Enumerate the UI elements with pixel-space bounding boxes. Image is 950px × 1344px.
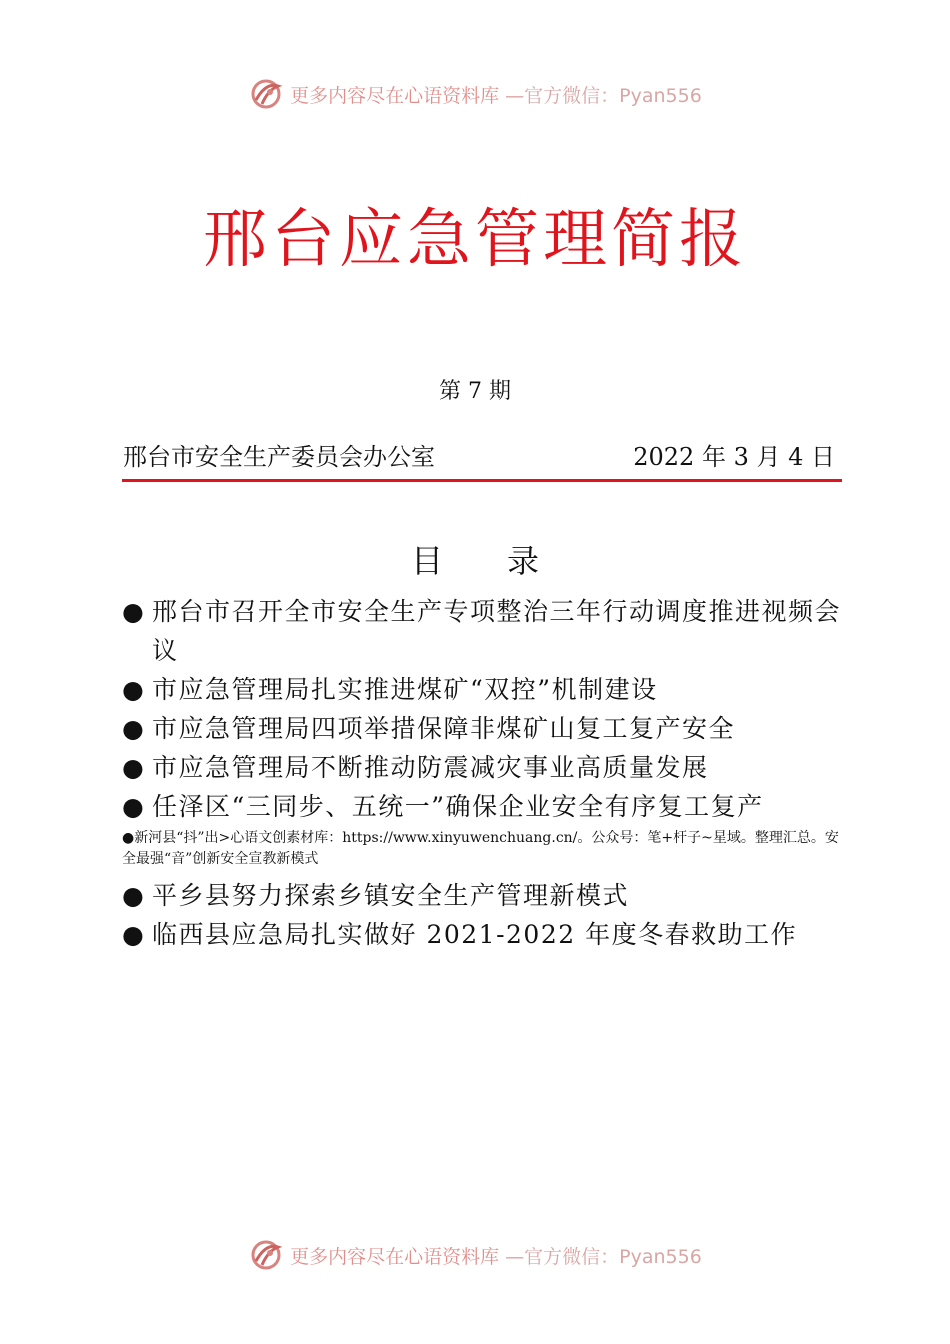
issue-date: 2022 年 3 月 4 日 <box>633 443 835 471</box>
bullet-icon: ● <box>122 753 144 782</box>
toc-item[interactable] <box>122 592 852 670</box>
watermark-text: 更多内容尽在心语资料库 <box>290 84 500 107</box>
table-of-contents <box>122 592 852 954</box>
issuing-office: 邢台市安全生产委员会办公室 <box>123 443 435 471</box>
toc-item-text: 临西县应急局扎实做好 2021-2022 年度冬春救助工作 <box>152 920 798 949</box>
toc-note: ●新河县“抖”出>心语文创素材库：https://www.xinyuwenchuang.cn/。公众号：笔+杆子~星域。整理汇总。安全最强“音”创新安全宣教新模式 <box>122 830 839 867</box>
watermark-wechat: —官方微信：Pyan556 <box>505 1245 702 1268</box>
toc-item-text: 邢台市召开全市安全生产专项整治三年行动调度推进视频会议 <box>152 597 842 665</box>
toc-item-text: 市应急管理局不断推动防震减灾事业高质量发展 <box>152 753 709 782</box>
bullet-icon: ● <box>122 881 144 910</box>
toc-item[interactable] <box>122 748 852 787</box>
watermark-text: 更多内容尽在心语资料库 <box>290 1245 500 1268</box>
watermark-top <box>0 76 950 112</box>
issue-number: 第 7 期 <box>439 379 511 404</box>
toc-item[interactable] <box>122 915 852 954</box>
toc-item-text: 平乡县努力探索乡镇安全生产管理新模式 <box>152 881 630 910</box>
watermark-bottom <box>0 1237 950 1273</box>
toc-item[interactable] <box>122 709 852 748</box>
watermark-wechat: —官方微信：Pyan556 <box>505 84 702 107</box>
bullet-icon: ● <box>122 597 144 626</box>
toc-item-text: 市应急管理局四项举措保障非煤矿山复工复产安全 <box>152 714 736 743</box>
report-title: 邢台应急管理简报 <box>203 203 747 277</box>
swirl-logo-icon <box>248 1237 284 1273</box>
red-divider <box>122 479 842 482</box>
bullet-icon: ● <box>122 792 144 821</box>
swirl-logo-icon <box>248 76 284 112</box>
toc-item-text: 市应急管理局扎实推进煤矿“双控”机制建设 <box>152 675 658 704</box>
bullet-icon: ● <box>122 675 144 704</box>
bullet-icon: ● <box>122 714 144 743</box>
toc-item[interactable] <box>122 787 852 826</box>
toc-item[interactable] <box>122 876 852 915</box>
toc-item-text: 任泽区“三同步、五统一”确保企业安全有序复工复产 <box>152 792 764 821</box>
toc-item[interactable] <box>122 670 852 709</box>
toc-heading: 目 录 <box>410 542 539 580</box>
bullet-icon: ● <box>122 920 144 949</box>
